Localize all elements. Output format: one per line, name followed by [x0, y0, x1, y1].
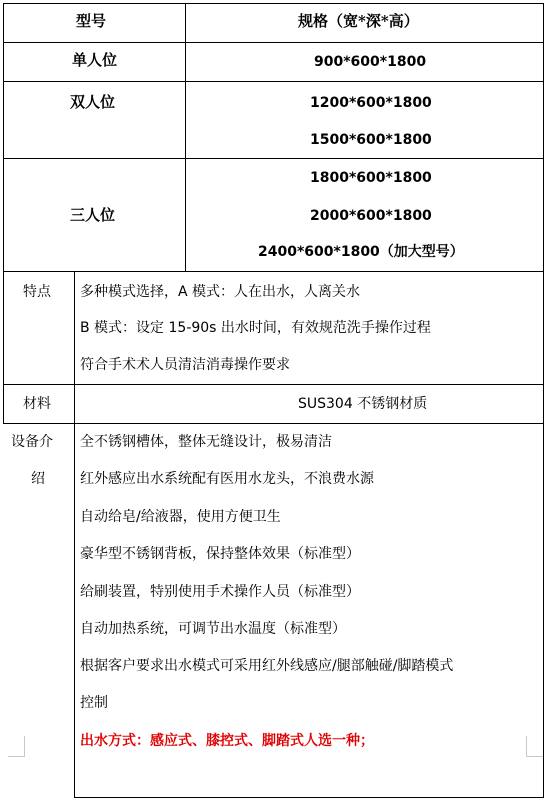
border-row2 [3, 81, 544, 82]
header-spec: 规格（宽*深*高） [298, 12, 419, 30]
model-spec: 1800*600*1800 [310, 170, 432, 186]
features-label: 特点 [23, 284, 51, 300]
border-left-lower [3, 271, 4, 423]
model-spec: 2400*600*1800（加大型号） [258, 244, 464, 260]
material-value: SUS304 不锈钢材质 [298, 396, 428, 412]
border-mid-lower [74, 271, 75, 798]
equipment-label: 设备介 [11, 434, 53, 450]
border-mid-upper [185, 3, 186, 271]
border-row5 [3, 384, 544, 385]
equipment-line: 控制 [80, 695, 108, 711]
equipment-line: 给刷装置，特别使用手术操作人员（标准型） [80, 584, 360, 600]
feature-line: 符合手术术人员清洁消毒操作要求 [80, 357, 290, 373]
equipment-line: 根据客户要求出水模式可采用红外线感应/腿部触碰/脚踏模式 [80, 658, 454, 674]
equipment-line: 自动给皂/给液器，使用方便卫生 [80, 509, 281, 525]
corner-mark-right [526, 736, 543, 757]
model-name: 单人位 [72, 51, 118, 69]
border-row1 [3, 42, 544, 43]
equipment-label: 绍 [31, 471, 45, 487]
equipment-line: 红外感应出水系统配有医用水龙头，不浪费水源 [80, 471, 374, 487]
model-name: 三人位 [70, 206, 116, 224]
equipment-line: 全不锈钢槽体，整体无缝设计，极易清洁 [80, 434, 332, 450]
model-spec: 900*600*1800 [314, 54, 427, 70]
border-right [543, 3, 544, 797]
border-row4 [3, 271, 544, 272]
corner-mark-left [8, 736, 25, 757]
border-row6 [3, 423, 544, 424]
border-top [3, 3, 544, 4]
material-label: 材料 [23, 396, 51, 412]
equipment-line: 自动加热系统，可调节出水温度（标准型） [80, 621, 346, 637]
border-left [3, 3, 4, 271]
model-spec: 1200*600*1800 [310, 95, 432, 111]
header-model: 型号 [76, 12, 107, 30]
feature-line: 多种模式选择，A 模式：人在出水，人离关水 [80, 284, 361, 300]
border-bottom [74, 797, 544, 798]
equipment-line: 豪华型不锈钢背板，保持整体效果（标准型） [80, 546, 360, 562]
model-name: 双人位 [70, 93, 116, 111]
border-row3 [3, 158, 544, 159]
model-spec: 2000*600*1800 [310, 208, 432, 224]
feature-line: B 模式：设定 15-90s 出水时间，有效规范洗手操作过程 [80, 320, 431, 336]
model-spec: 1500*600*1800 [310, 132, 432, 148]
equipment-highlight: 出水方式：感应式、膝控式、脚踏式人选一种； [80, 733, 374, 749]
